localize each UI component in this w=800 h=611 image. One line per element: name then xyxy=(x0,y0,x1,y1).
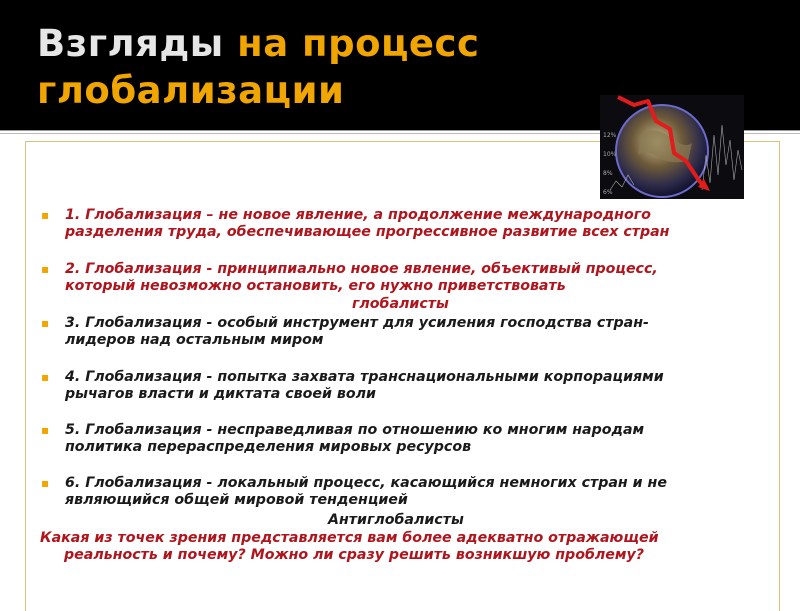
list-item xyxy=(40,261,658,294)
point-4-line2: рычагов власти и диктата своей воли xyxy=(65,385,376,402)
bullet-icon: ▪ xyxy=(41,370,50,384)
point-5-line2: политика перераспределения мировых ресурсов xyxy=(65,438,472,455)
axis-label-6: 6% xyxy=(603,189,613,196)
axis-label-12: 12% xyxy=(603,132,617,139)
slide-title xyxy=(37,20,479,114)
point-3-line2: лидеров над остальным миром xyxy=(65,331,324,348)
list-item xyxy=(40,369,664,402)
point-3-line1: 3. Глобализация - особый инструмент для усиления господства стран- xyxy=(65,315,649,331)
point-6-line2: являющийся общей мировой тенденцией xyxy=(65,491,408,508)
title-line2: глобализации xyxy=(37,69,345,112)
axis-label-8: 8% xyxy=(603,170,613,177)
point-6-line1: 6. Глобализация - локальный процесс, касающийся немногих стран и не xyxy=(65,475,667,491)
point-4-line1: 4. Глобализация - попытка захвата транснациональными корпорациями xyxy=(65,369,664,385)
list-item xyxy=(40,207,669,240)
globalists-label: глобалисты xyxy=(352,296,449,312)
point-2-line2: который невозможно остановить, его нужно приветствовать xyxy=(65,277,566,294)
question-line1: Какая из точек зрения представляется вам более адекватно отражающей xyxy=(40,530,659,546)
list-item xyxy=(40,475,667,508)
title-part1: Взгляды xyxy=(37,22,224,65)
globe-crisis-chart-image xyxy=(600,95,744,199)
title-part2: на процесс xyxy=(237,22,480,65)
point-1-line1: 1. Глобализация – не новое явление, а продолжение международного xyxy=(65,207,651,223)
point-2-line1: 2. Глобализация - принципиально новое явление, объективый процесс, xyxy=(65,261,658,277)
bullet-icon: ▪ xyxy=(41,476,50,490)
question-line2: реальность и почему? Можно ли сразу решить возникшую проблему? xyxy=(64,546,644,563)
discussion-question xyxy=(40,530,780,563)
list-item xyxy=(40,422,644,455)
bullet-icon: ▪ xyxy=(41,262,50,276)
antiglobalists-label: Антиглобалисты xyxy=(328,512,464,528)
axis-label-10: 10% xyxy=(603,151,617,158)
list-item xyxy=(40,315,649,348)
point-5-line1: 5. Глобализация - несправедливая по отношению ко многим народам xyxy=(65,422,645,438)
bullet-icon: ▪ xyxy=(41,316,50,330)
bullet-icon: ▪ xyxy=(41,208,50,222)
bullet-icon: ▪ xyxy=(41,423,50,437)
point-1-line2: разделения труда, обеспечивающее прогрессивное развитие всех стран xyxy=(65,223,670,240)
